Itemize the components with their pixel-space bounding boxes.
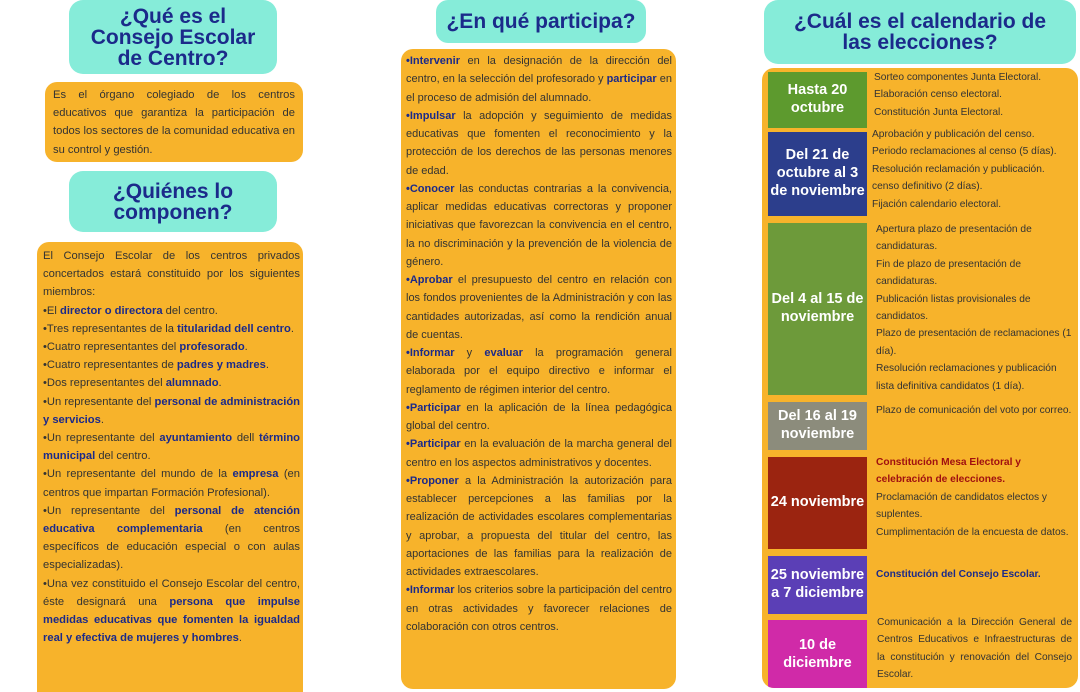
member-item: •Un representante del ayuntamiento dell término municipal del centro. <box>43 432 300 463</box>
calendar-row <box>762 457 1078 550</box>
date-cell: Del 21 de octubre al 3 de noviembre <box>768 132 867 216</box>
right-panel <box>762 0 1080 681</box>
participation-item: •Informar y evaluar la programación general elaborada por el equipo directivo e informar el reglamento de régimen interior del centro. <box>406 347 672 396</box>
row-description: Sorteo componentes Junta Electoral. Elaboración censo electoral. Constitución Junta Electoral. <box>874 72 1042 118</box>
calendar-row <box>762 129 1078 217</box>
participation-item: •Intervenir en la designación de la dirección del centro, en la selección del profesorado y participar en el proceso de admisión del alumnado. <box>406 55 672 104</box>
date-cell: 10 de diciembre <box>768 620 867 688</box>
calendar-row <box>762 402 1078 452</box>
participation-item: •Informar los criterios sobre la participación del centro en otras actividades y favorecer relaciones de colaboración con otros centros. <box>406 584 672 633</box>
member-item: •Un representante del personal de atención educativa complementaria (en centros específicos de educación especial o con aulas especializadas). <box>43 504 300 572</box>
participation-item: •Impulsar la adopción y seguimiento de medidas educativas que fomenten el reconocimiento y la protección de los derechos de las personas menores de edad. <box>406 109 672 177</box>
row-description: Comunicación a la Dirección General de Centros Educativos e Infraestructuras de la constitución y renovación del Consejo Escolar. <box>877 617 1072 681</box>
calendar-row <box>762 68 1078 128</box>
participation-item: •Participar en la aplicación de la línea pedagógica global del centro. <box>406 401 672 432</box>
date-cell: 25 noviembre a 7 diciembre <box>768 556 867 614</box>
member-item: •Dos representantes del alumnado. <box>43 377 222 390</box>
title-what-is: ¿Qué es el Consejo Escolar de Centro? <box>69 0 277 74</box>
member-item: •Cuatro representantes de padres y madres. <box>43 359 269 372</box>
left-panel <box>0 0 320 675</box>
participation-box <box>401 49 676 689</box>
member-item: •Tres representantes de la titularidad dell centro. <box>43 322 294 335</box>
calendar-row <box>762 617 1078 688</box>
calendar-row <box>762 556 1078 615</box>
participation-item: •Conocer las conductas contrarias a la convivencia, aplicar medidas educativas correctoras y proponer iniciativas que favorezcan la convivencia en el centro, la no discriminación y la prevención de la violencia de género. <box>406 182 672 268</box>
row-description: Apertura plazo de presentación de candidaturas. Fin de plazo de presentación de candidaturas. Publicación listas provisionales de candidatos. Plazo de presentación de reclamaciones (1 día). Resolución reclamaciones y publicación lista definitiva candidatos (1 día). <box>876 224 1072 392</box>
calendar-box <box>762 68 1078 688</box>
date-cell: Del 16 al 19 noviembre <box>768 402 867 450</box>
participation-item: •Participar en la evaluación de la marcha general del centro en los aspectos administrativos y docentes. <box>406 438 672 469</box>
participation-item: •Aprobar el presupuesto del centro en relación con los fondos provenientes de la Administración y con las cantidades autorizadas, así como la rendición anual de cuentas. <box>406 274 672 341</box>
title-who: ¿Quiénes lo componen? <box>69 171 277 232</box>
member-item: •Cuatro representantes del profesorado. <box>43 341 248 354</box>
member-item: •Un representante del personal de administración y servicios. <box>43 395 300 426</box>
composition-intro: El Consejo Escolar de los centros privados concertados estará constituido por los siguientes miembros: <box>43 250 300 299</box>
members-box <box>37 242 303 692</box>
title-participation: ¿En qué participa? <box>436 0 646 43</box>
calendar-row <box>762 223 1078 396</box>
date-cell: 24 noviembre <box>768 457 867 549</box>
row-description: Constitución Mesa Electoral y celebración de elecciones. Proclamación de candidatos electos y suplentes. Cumplimentación de la encuesta de datos. <box>876 457 1069 538</box>
member-item: •El director o directora del centro. <box>43 304 218 317</box>
date-cell: Del 4 al 15 de noviembre <box>768 223 867 395</box>
row-description: Aprobación y publicación del censo. Periodo reclamaciones al censo (5 días). Resolución reclamación y publicación. censo definitivo (2 días). Fijación calendario electoral. <box>872 129 1057 210</box>
middle-panel <box>380 0 700 675</box>
member-item: •Una vez constituido el Consejo Escolar del centro, éste designará una persona que impulse medidas educativas que fomenten la igualdad real y efectiva de mujeres y hombres. <box>43 577 301 645</box>
date-cell: Hasta 20 octubre <box>768 72 867 128</box>
intro-box: Es el órgano colegiado de los centros educativos que garantiza la participación de todos los sectores de la comunidad educativa en su control y gestión. <box>45 82 303 162</box>
member-item: •Un representante del mundo de la empresa (en centros que impartan Formación Profesional). <box>43 468 300 499</box>
participation-item: •Proponer a la Administración la autorización para establecer percepciones a las familias por la realización de actividades escolares complementarias y aprobar, a propuesta del titular del centro, las aportaciones de las familias para la realización de actividades extraescolares. <box>406 474 672 578</box>
row-description: Constitución del Consejo Escolar. <box>876 569 1041 580</box>
row-description: Plazo de comunicación del voto por correo. <box>876 405 1072 416</box>
title-calendar: ¿Cuál es el calendario de las elecciones? <box>764 0 1076 64</box>
